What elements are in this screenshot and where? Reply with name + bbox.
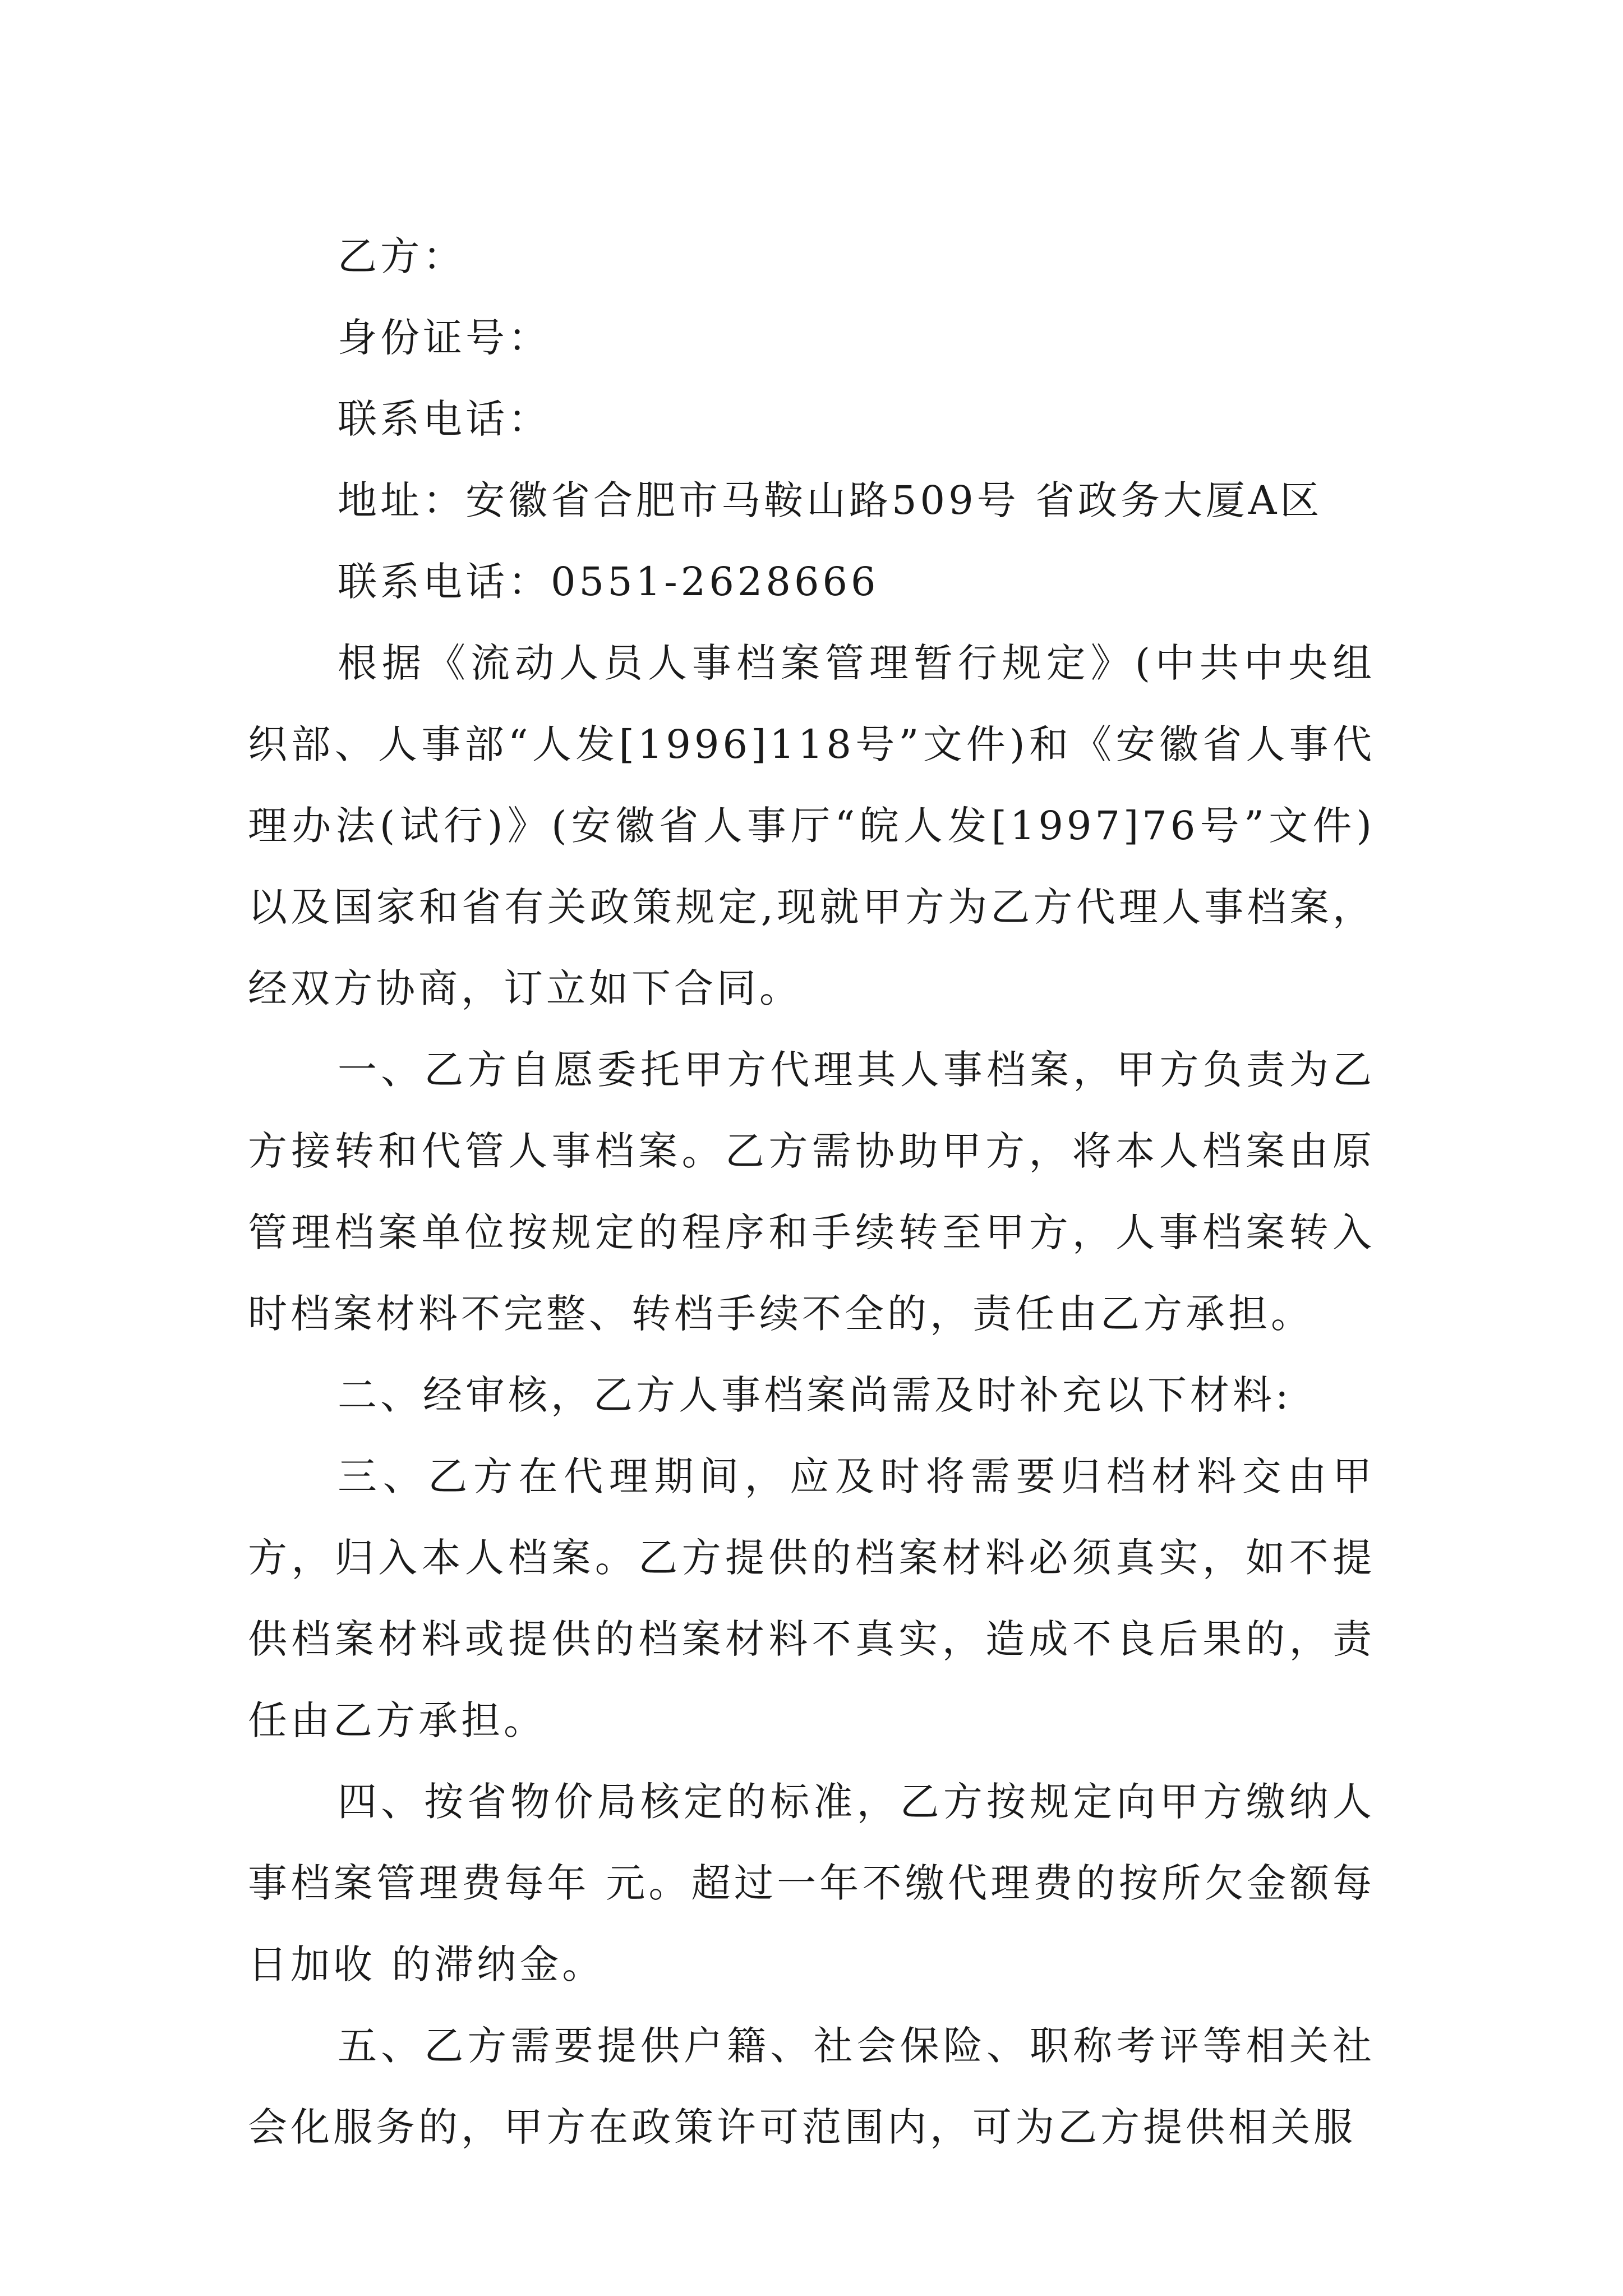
clause-2-paragraph: 二、经审核，乙方人事档案尚需及时补充以下材料: [338, 1372, 1292, 1418]
id-number-field: 身份证号： [338, 315, 551, 361]
clause-4-paragraph: 四、按省物价局核定的标准，乙方按规定向甲方缴纳人事档案管理费每年 元。超过一年不缴代理费的按所欠金额每日加收 的滞纳金。 [248, 1779, 1375, 1987]
intro-paragraph: 根据《流动人员人事档案管理暂行规定》(中共中央组织部、人事部“人发[1996]118号”文件)和《安徽省人事代理办法(试行)》(安徽省人事厅“皖人发[1997]76号”文件)以及国家和省有关政策规定,现就甲方为乙方代理人事档案，经双方协商，订立如下合同。 [248, 640, 1375, 1011]
clause-3-paragraph: 三、乙方在代理期间，应及时将需要归档材料交由甲方，归入本人档案。乙方提供的档案材料必须真实，如不提供档案材料或提供的档案材料不真实，造成不良后果的，责任由乙方承担。 [248, 1453, 1375, 1743]
contract-body [248, 216, 1375, 2168]
party-b-phone-field: 联系电话： [338, 396, 551, 442]
party-b-field: 乙方： [338, 233, 465, 279]
address-field: 地址：安徽省合肥市马鞍山路509号 省政务大厦A区 [338, 477, 1323, 523]
clause-5-paragraph: 五、乙方需要提供户籍、社会保险、职称考评等相关社会化服务的，甲方在政策许可范围内，可为乙方提供相关服 [248, 2023, 1375, 2150]
clause-1-paragraph: 一、乙方自愿委托甲方代理其人事档案，甲方负责为乙方接转和代管人事档案。乙方需协助甲方，将本人档案由原管理档案单位按规定的程序和手续转至甲方，人事档案转入时档案材料不完整、转档手续不全的，责任由乙方承担。 [248, 1047, 1375, 1337]
party-a-phone-field: 联系电话：0551-2628666 [338, 559, 879, 605]
